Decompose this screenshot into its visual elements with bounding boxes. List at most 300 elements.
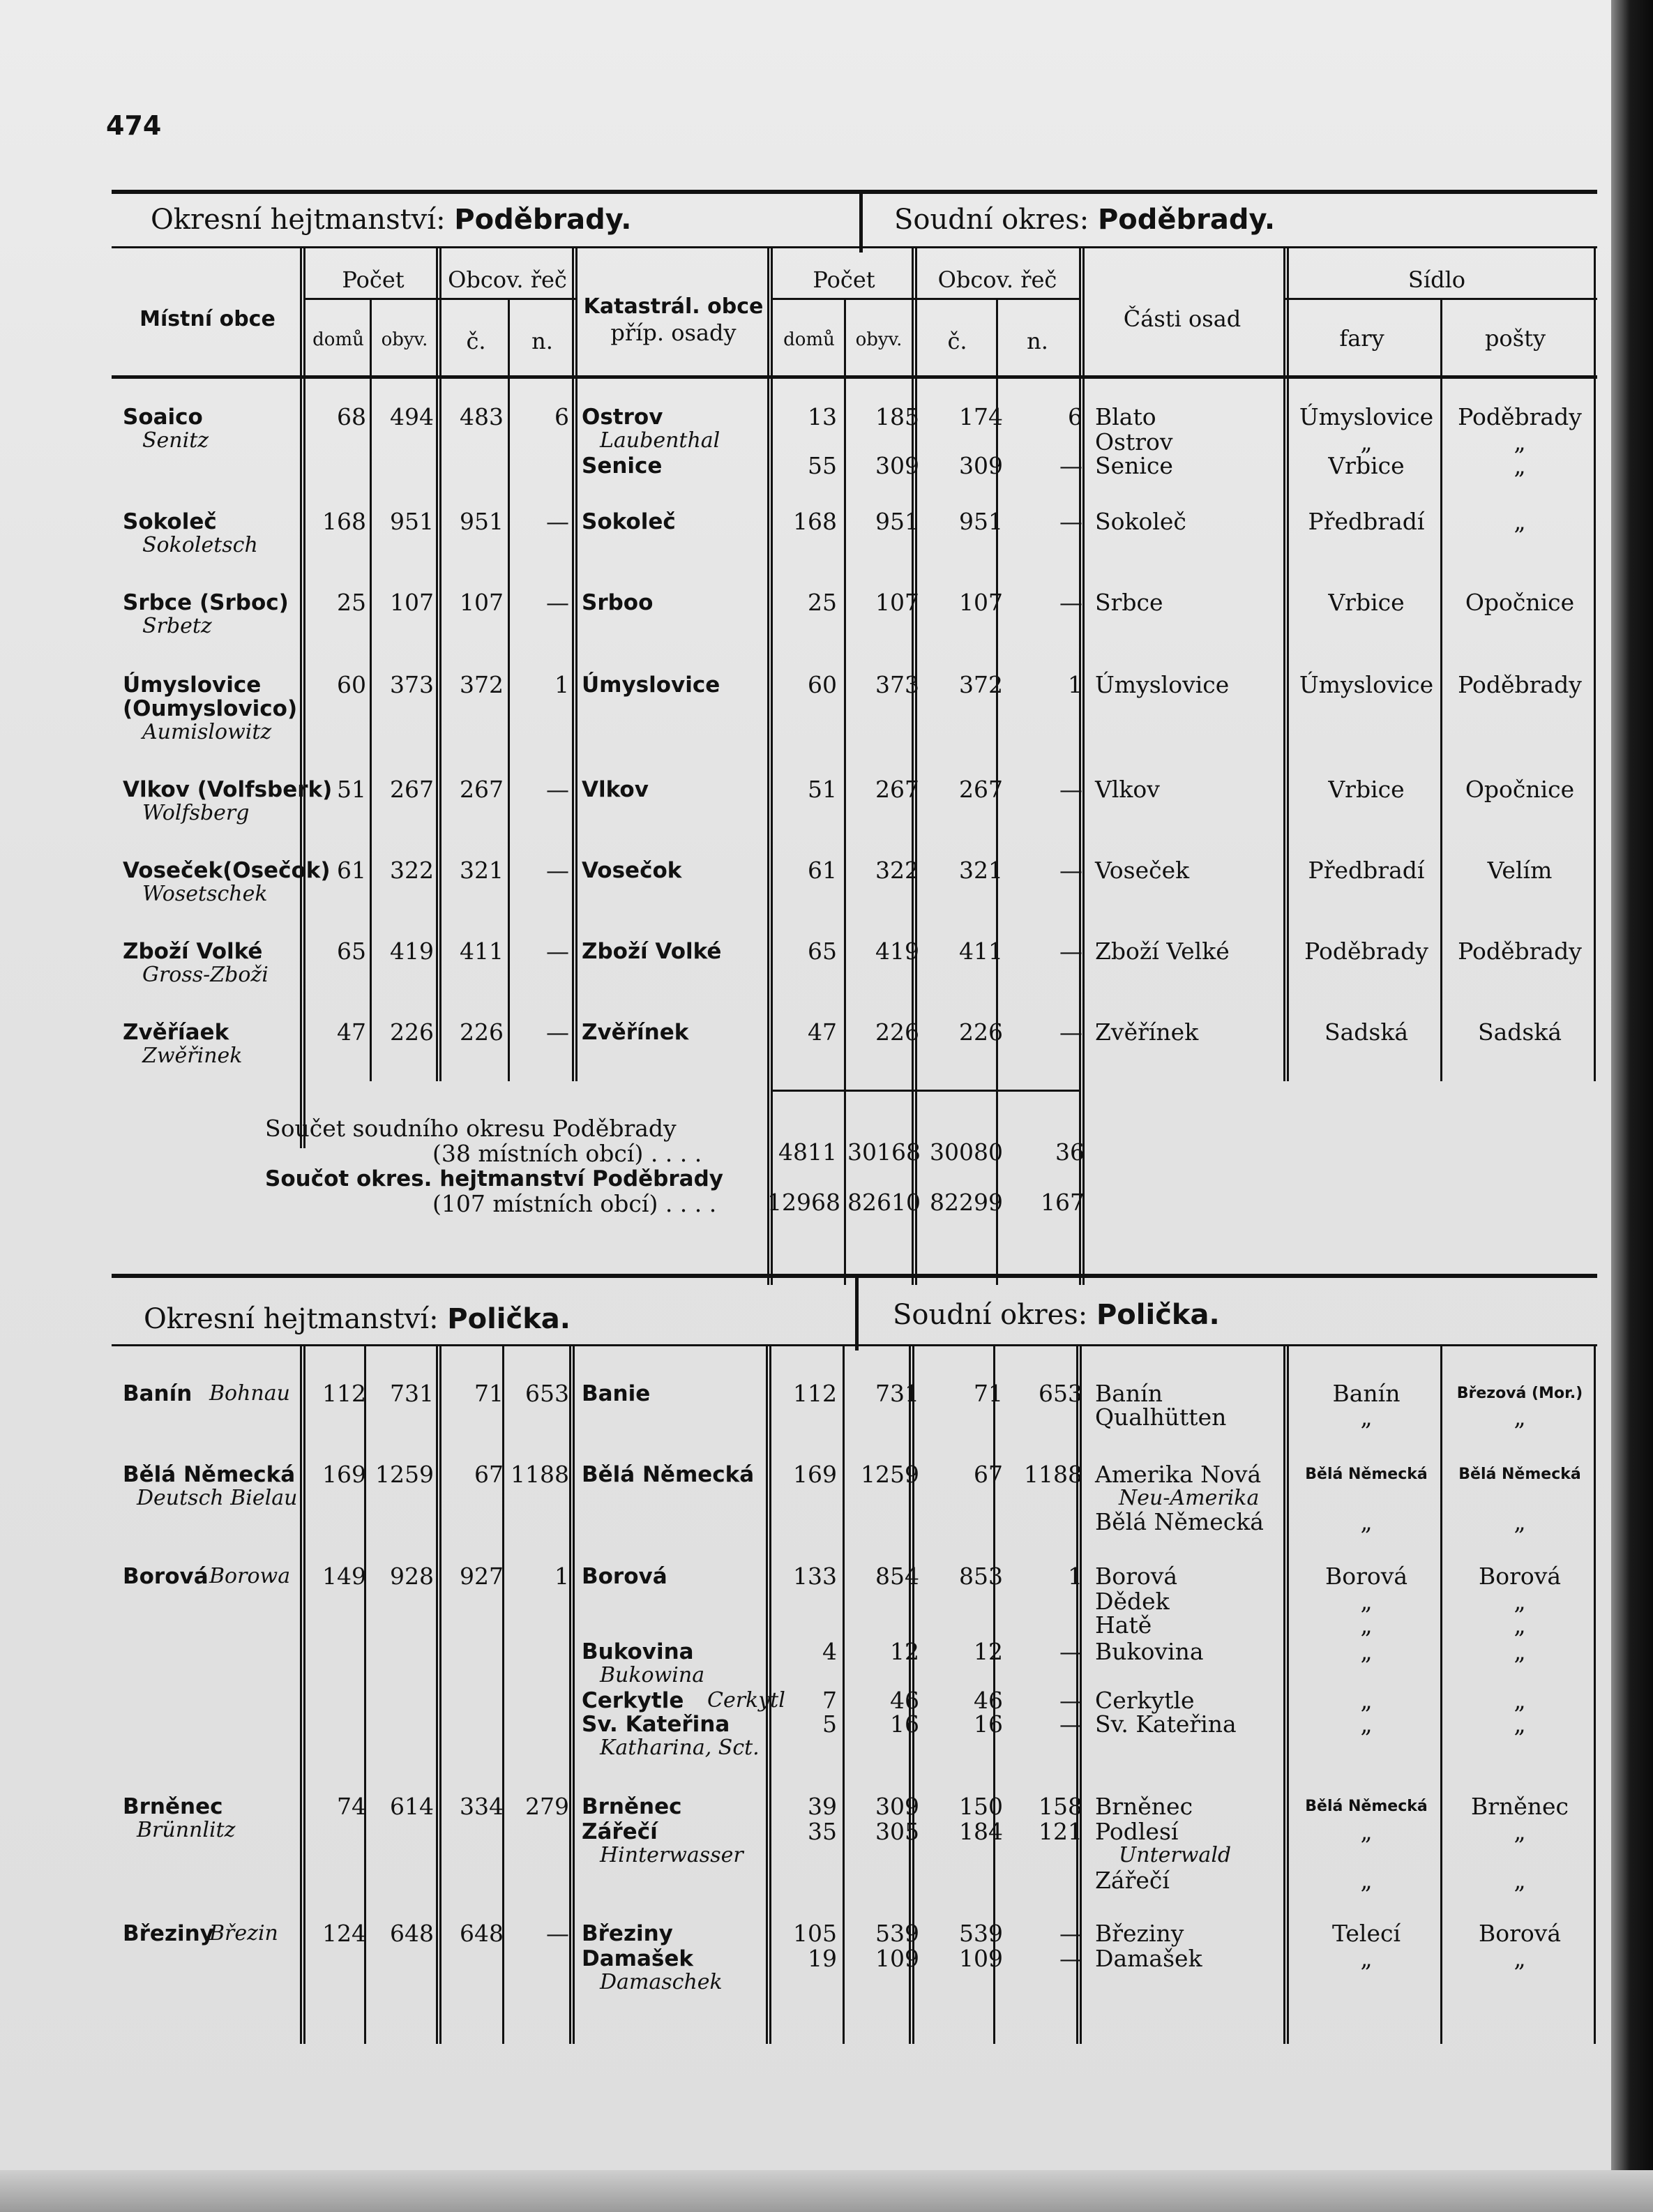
cell-posta: „	[1514, 1710, 1526, 1738]
cell-obyv: 107	[390, 589, 434, 616]
total1-obyv: 30168	[847, 1138, 921, 1166]
cell-n: 279	[525, 1793, 569, 1820]
cell-kat: Bělá Německá	[582, 1462, 755, 1487]
cell-domu: 47	[337, 1018, 366, 1046]
cell-obec-german: Březin	[209, 1921, 278, 1946]
col-fary: fary	[1339, 325, 1384, 352]
cell-cast: Blato	[1095, 403, 1156, 430]
cell-kc: 309	[959, 452, 1003, 479]
cell-domu: 68	[337, 403, 366, 430]
cell-kc: 321	[959, 857, 1003, 884]
cell-kdomu: 39	[808, 1793, 837, 1820]
cell-obyv: 226	[390, 1018, 434, 1046]
cell-c: 648	[460, 1920, 504, 1947]
cell-kat: Zvěřínek	[582, 1020, 689, 1045]
cell-cast: Dědek	[1095, 1588, 1170, 1615]
cell-n: —	[546, 589, 569, 616]
cell-obyv: 951	[390, 508, 434, 535]
cell-kat-german: Laubenthal	[600, 428, 720, 453]
cell-obyv: 928	[390, 1563, 434, 1590]
cell-fara: Předbradí	[1308, 508, 1425, 535]
cell-fara: Banín	[1332, 1380, 1401, 1407]
cell-kobyv: 539	[875, 1920, 919, 1947]
col-katastral: Katastrál. obce	[583, 294, 764, 319]
cell-cast: Qualhütten	[1095, 1404, 1227, 1431]
cell-obec-alt: (Oumyslovico)	[123, 696, 298, 721]
cell-kn: 6	[1068, 403, 1082, 430]
cell-kat: Sokoleč	[582, 509, 676, 534]
cell-n: 1188	[511, 1461, 569, 1488]
cell-kobyv: 305	[875, 1818, 919, 1845]
cell-cast: Zboží Velké	[1095, 938, 1230, 965]
total-label-2a: Součot okres. hejtmanství Poděbrady	[265, 1166, 723, 1191]
cell-fara: Poděbrady	[1304, 938, 1428, 965]
cell-fara: „	[1360, 1945, 1373, 1972]
cell-fara: „	[1360, 1710, 1373, 1738]
cell-kobyv: 1259	[861, 1461, 919, 1488]
cell-kat: Zboží Volké	[582, 939, 722, 964]
cell-posta: Sadská	[1477, 1018, 1562, 1046]
cell-obec-german: Zwěřinek	[142, 1044, 243, 1068]
cell-kobyv: 322	[875, 857, 919, 884]
cell-obec-german: Senitz	[142, 428, 209, 453]
cell-kdomu: 13	[808, 403, 837, 430]
cell-kobyv: 854	[875, 1563, 919, 1590]
cell-obec: Úmyslovice	[123, 672, 262, 698]
cell-kn: —	[1059, 589, 1082, 616]
total2-n: 167	[1041, 1189, 1085, 1216]
cell-kn: 121	[1039, 1818, 1082, 1845]
cell-cast: Bukovina	[1095, 1638, 1204, 1665]
total-label-2b: (107 místních obcí) . . . .	[432, 1190, 717, 1217]
cell-posta: „	[1514, 508, 1526, 535]
cell-c: 267	[460, 776, 504, 803]
cell-kn: —	[1059, 1920, 1082, 1947]
cell-kobyv: 46	[890, 1687, 919, 1714]
cell-kn: 1188	[1024, 1461, 1082, 1488]
cell-n: 653	[525, 1380, 569, 1407]
cell-obec: Soaico	[123, 405, 203, 430]
cell-domu: 61	[337, 857, 366, 884]
cell-kdomu: 51	[808, 776, 837, 803]
cell-posta: Velím	[1487, 857, 1553, 884]
cell-fara: Bělá Německá	[1305, 1798, 1428, 1815]
cell-posta: Březová (Mor.)	[1456, 1385, 1583, 1402]
cell-fara: Borová	[1324, 1563, 1408, 1590]
cell-n: 6	[554, 403, 569, 430]
cell-kat: Sv. Kateřina	[582, 1712, 730, 1737]
cell-kdomu: 61	[808, 857, 837, 884]
cell-posta: Poděbrady	[1458, 671, 1582, 698]
cell-kdomu: 133	[793, 1563, 837, 1590]
book-edge-right	[1611, 0, 1653, 2212]
cell-obec: Březiny	[123, 1921, 214, 1946]
cell-fara: „	[1360, 1687, 1373, 1714]
cell-obec-german: Borowa	[209, 1564, 291, 1588]
cell-fara: Předbradí	[1308, 857, 1425, 884]
cell-kat: Vlkov	[582, 777, 649, 802]
book-edge-bottom	[0, 2170, 1653, 2212]
cell-kc: 46	[974, 1687, 1003, 1714]
total1-c: 30080	[930, 1138, 1003, 1166]
cell-kdomu: 7	[822, 1687, 837, 1714]
cell-c: 71	[474, 1380, 504, 1407]
cell-cast: Voseček	[1095, 857, 1190, 884]
total1-domu: 4811	[778, 1138, 837, 1166]
cell-kdomu: 4	[822, 1638, 837, 1665]
cell-c: 334	[460, 1793, 504, 1820]
col-domu: domů	[312, 329, 364, 350]
cell-kn: —	[1059, 1945, 1082, 1972]
rule	[300, 248, 305, 1148]
cell-cast: Zářečí	[1095, 1867, 1170, 1894]
cell-kat: Senice	[582, 453, 663, 479]
cell-domu: 112	[322, 1380, 366, 1407]
cell-kobyv: 16	[890, 1710, 919, 1738]
cell-obec-german: Wolfsberg	[142, 801, 250, 825]
cell-kobyv: 226	[875, 1018, 919, 1046]
cell-fara: Bělá Německá	[1305, 1466, 1428, 1483]
cell-fara: Úmyslovice	[1299, 403, 1434, 430]
cell-kn: 653	[1039, 1380, 1082, 1407]
col-k-domu: domů	[783, 329, 835, 350]
cell-c: 927	[460, 1563, 504, 1590]
cell-posta: „	[1514, 1638, 1526, 1665]
district-title: Okresní hejtmanství: Poděbrady.	[151, 204, 632, 236]
cell-kat: Borová	[582, 1564, 667, 1589]
cell-posta: „	[1514, 1588, 1526, 1615]
cell-domu: 65	[337, 938, 366, 965]
cell-kobyv: 109	[875, 1945, 919, 1972]
cell-obec-german: Srbetz	[142, 614, 212, 638]
cell-cast: Banín	[1095, 1380, 1163, 1407]
court-district-name: Polička.	[1096, 1299, 1220, 1331]
cell-kc: 67	[974, 1461, 1003, 1488]
cell-posta: „	[1514, 1611, 1526, 1639]
cell-obyv: 1259	[375, 1461, 434, 1488]
cell-cast-german: Unterwald	[1119, 1843, 1232, 1867]
page-number: 474	[106, 110, 162, 141]
cell-kdomu: 105	[793, 1920, 837, 1947]
cell-obec: Brněnec	[123, 1794, 223, 1819]
cell-domu: 51	[337, 776, 366, 803]
cell-obec: Borová	[123, 1564, 209, 1589]
cell-obyv: 494	[390, 403, 434, 430]
header-divider	[859, 194, 863, 253]
cell-cast: Hatě	[1095, 1611, 1152, 1639]
col-obyv: obyv.	[381, 329, 428, 350]
cell-kdomu: 5	[822, 1710, 837, 1738]
cell-cast: Vlkov	[1095, 776, 1160, 803]
cell-c: 411	[460, 938, 504, 965]
cell-posta: Opočnice	[1465, 776, 1575, 803]
cell-c: 107	[460, 589, 504, 616]
cell-cast: Srbce	[1095, 589, 1163, 616]
cell-n: —	[546, 857, 569, 884]
cell-kc: 372	[959, 671, 1003, 698]
col-k-n: n.	[1027, 328, 1048, 354]
col-obcov-rec: Obcov. řeč	[448, 266, 567, 293]
cell-cast: Cerkytle	[1095, 1687, 1195, 1714]
cell-kdomu: 47	[808, 1018, 837, 1046]
cell-domu: 168	[322, 508, 366, 535]
cell-fara: Telecí	[1331, 1920, 1401, 1947]
cell-obyv: 373	[390, 671, 434, 698]
col-sidlo: Sídlo	[1407, 266, 1466, 293]
cell-posta: „	[1514, 428, 1526, 456]
cell-kobyv: 267	[875, 776, 919, 803]
section-header	[112, 1274, 1597, 1346]
cell-obec-german: Aumislowitz	[142, 720, 272, 744]
cell-fara: „	[1360, 1588, 1373, 1615]
cell-kn: —	[1059, 1638, 1082, 1665]
cell-obec: Zvěříaek	[123, 1020, 229, 1045]
cell-kat-german: Hinterwasser	[600, 1843, 744, 1867]
col-k-obcov-rec: Obcov. řeč	[937, 266, 1057, 293]
cell-kobyv: 951	[875, 508, 919, 535]
cell-obyv: 419	[390, 938, 434, 965]
cell-kobyv: 185	[875, 403, 919, 430]
cell-kat: Cerkytle	[582, 1688, 684, 1713]
cell-posta: „	[1514, 1818, 1526, 1845]
cell-kobyv: 12	[890, 1638, 919, 1665]
cell-kat: Březiny	[582, 1921, 673, 1946]
cell-cast: Brněnec	[1095, 1793, 1193, 1820]
cell-n: —	[546, 776, 569, 803]
total-label-1a: Součet soudního okresu Poděbrady	[265, 1115, 677, 1142]
cell-cast: Ostrov	[1095, 428, 1173, 456]
cell-fara: „	[1360, 1638, 1373, 1665]
col-pocet: Počet	[342, 266, 405, 293]
cell-posta: Poděbrady	[1458, 403, 1582, 430]
col-casti-osad: Části osad	[1123, 306, 1241, 332]
cell-posta: „	[1514, 1404, 1526, 1431]
totals-rule	[771, 1090, 1081, 1092]
cell-kat-german: Katharina, Sct.	[600, 1736, 760, 1760]
cell-posta: „	[1514, 1508, 1526, 1535]
cell-fara: „	[1360, 1508, 1373, 1535]
rule	[572, 248, 578, 1081]
cell-posta: Borová	[1478, 1920, 1562, 1947]
total1-n: 36	[1055, 1138, 1085, 1166]
cell-n: —	[546, 508, 569, 535]
cell-fara: „	[1360, 1404, 1373, 1431]
district-name: Polička.	[447, 1303, 571, 1335]
cell-kdomu: 112	[793, 1380, 837, 1407]
cell-fara: „	[1360, 1611, 1373, 1639]
col-k-obyv: obyv.	[855, 329, 903, 350]
total2-obyv: 82610	[847, 1189, 921, 1216]
col-katastral-2: příp. osady	[610, 319, 737, 346]
rule	[767, 248, 773, 1285]
cell-kc: 411	[959, 938, 1003, 965]
cell-n: —	[546, 938, 569, 965]
cell-kat: Zářečí	[582, 1819, 658, 1844]
cell-kc: 226	[959, 1018, 1003, 1046]
cell-obec: Srbce (Srboc)	[123, 590, 289, 615]
court-district-title: Soudní okres: Polička.	[893, 1299, 1220, 1331]
cell-kobyv: 731	[875, 1380, 919, 1407]
cell-kn: —	[1059, 776, 1082, 803]
col-k-c: č.	[947, 328, 967, 354]
cell-kdomu: 25	[808, 589, 837, 616]
cell-kat: Ostrov	[582, 405, 663, 430]
cell-kn: 1	[1068, 671, 1082, 698]
cell-cast: Amerika Nová	[1095, 1461, 1262, 1488]
cell-kn: —	[1059, 1710, 1082, 1738]
cell-obec: Zboží Volké	[123, 939, 263, 964]
cell-cast-german: Neu-Amerika	[1119, 1486, 1260, 1510]
cell-kat: Vosečok	[582, 858, 682, 883]
cell-fara: Vrbice	[1328, 452, 1405, 479]
cell-c: 951	[460, 508, 504, 535]
cell-fara: „	[1360, 1867, 1373, 1894]
district-title: Okresní hejtmanství: Polička.	[144, 1303, 571, 1335]
header-divider	[855, 1278, 859, 1350]
col-k-pocet: Počet	[813, 266, 875, 293]
cell-n: 1	[554, 1563, 569, 1590]
cell-kdomu: 55	[808, 452, 837, 479]
cell-c: 372	[460, 671, 504, 698]
cell-obec-german: Wosetschek	[142, 882, 268, 906]
cell-obyv: 614	[390, 1793, 434, 1820]
cell-kn: —	[1059, 857, 1082, 884]
cell-fara: Úmyslovice	[1299, 671, 1434, 698]
cell-kn: —	[1059, 508, 1082, 535]
cell-kc: 109	[959, 1945, 1003, 1972]
cell-fara: „	[1360, 428, 1373, 456]
cell-kc: 16	[974, 1710, 1003, 1738]
cell-kobyv: 107	[875, 589, 919, 616]
cell-obec: Voseček(Osečok)	[123, 858, 331, 883]
cell-domu: 74	[337, 1793, 366, 1820]
cell-kobyv: 419	[875, 938, 919, 965]
cell-kat: Úmyslovice	[582, 672, 720, 698]
cell-obec-german: Deutsch Bielau	[137, 1486, 298, 1510]
cell-obyv: 648	[390, 1920, 434, 1947]
cell-c: 321	[460, 857, 504, 884]
cell-kat: Banie	[582, 1381, 651, 1406]
cell-obec-german: Sokoletsch	[142, 533, 258, 557]
col-c: č.	[466, 328, 486, 354]
cell-fara: Vrbice	[1328, 589, 1405, 616]
cell-posta: „	[1514, 452, 1526, 479]
cell-posta: Brněnec	[1470, 1793, 1569, 1820]
cell-kat-german: Damaschek	[600, 1970, 723, 1994]
cell-fara: „	[1360, 1818, 1373, 1845]
cell-kc: 184	[959, 1818, 1003, 1845]
col-mistni-obce: Místní obce	[139, 307, 276, 331]
cell-kat: Brněnec	[582, 1794, 682, 1819]
cell-domu: 60	[337, 671, 366, 698]
cell-kat-german: Bukowina	[600, 1663, 705, 1687]
cell-posta: Borová	[1478, 1563, 1562, 1590]
cell-kc: 71	[974, 1380, 1003, 1407]
cell-kc: 853	[959, 1563, 1003, 1590]
cell-kn: —	[1059, 938, 1082, 965]
cell-fara: Vrbice	[1328, 776, 1405, 803]
cell-kn: 1	[1068, 1563, 1082, 1590]
cell-obec: Banín	[123, 1381, 193, 1406]
cell-kc: 267	[959, 776, 1003, 803]
cell-kn: —	[1059, 1687, 1082, 1714]
cell-kc: 150	[959, 1793, 1003, 1820]
cell-cast: Senice	[1095, 452, 1173, 479]
cell-kc: 12	[974, 1638, 1003, 1665]
court-district-title: Soudní okres: Poděbrady.	[894, 204, 1276, 236]
cell-obec: Vlkov (Volfsberk)	[123, 777, 333, 802]
cell-n: —	[546, 1920, 569, 1947]
cell-n: —	[546, 1018, 569, 1046]
cell-cast: Borová	[1095, 1563, 1178, 1590]
cell-kat: Damašek	[582, 1946, 693, 1971]
cell-fara: Sadská	[1324, 1018, 1408, 1046]
cell-kn: —	[1059, 452, 1082, 479]
cell-kc: 951	[959, 508, 1003, 535]
cell-kn: 158	[1039, 1793, 1082, 1820]
cell-kdomu: 35	[808, 1818, 837, 1845]
cell-kat: Srboo	[582, 590, 654, 615]
cell-obec-german: Gross-Zboži	[142, 963, 269, 987]
court-district-name: Poděbrady.	[1097, 204, 1276, 236]
cell-obec: Sokoleč	[123, 509, 217, 534]
cell-obec: Bělá Německá	[123, 1462, 296, 1487]
cell-kobyv: 373	[875, 671, 919, 698]
cell-posta: Bělá Německá	[1458, 1466, 1581, 1483]
cell-cast: Sv. Kateřina	[1095, 1710, 1237, 1738]
cell-obyv: 731	[390, 1380, 434, 1407]
cell-cast: Úmyslovice	[1095, 671, 1230, 698]
cell-c: 226	[460, 1018, 504, 1046]
section-header	[112, 190, 1597, 248]
cell-kdomu: 169	[793, 1461, 837, 1488]
cell-obec-german: Brünnlitz	[137, 1818, 236, 1842]
cell-posta: „	[1514, 1945, 1526, 1972]
cell-obyv: 267	[390, 776, 434, 803]
cell-posta: Opočnice	[1465, 589, 1575, 616]
district-name: Poděbrady.	[454, 204, 632, 236]
total2-c: 82299	[930, 1189, 1003, 1216]
cell-kdomu: 60	[808, 671, 837, 698]
cell-kdomu: 65	[808, 938, 837, 965]
cell-kat-german: Cerkytl	[707, 1688, 785, 1713]
cell-kdomu: 19	[808, 1945, 837, 1972]
cell-posta: „	[1514, 1687, 1526, 1714]
cell-kobyv: 309	[875, 452, 919, 479]
cell-n: 1	[554, 671, 569, 698]
section-podebrady	[112, 190, 1597, 1236]
cell-kc: 107	[959, 589, 1003, 616]
col-posty: pošty	[1484, 325, 1546, 352]
cell-cast: Sokoleč	[1095, 508, 1186, 535]
col-n: n.	[531, 328, 553, 354]
cell-kc: 539	[959, 1920, 1003, 1947]
header-bottom-rule	[112, 375, 1597, 379]
cell-domu: 149	[322, 1563, 366, 1590]
total2-domu: 12968	[767, 1189, 840, 1216]
cell-cast: Březiny	[1095, 1920, 1184, 1947]
cell-cast: Bělá Německá	[1095, 1508, 1264, 1535]
cell-posta: Poděbrady	[1458, 938, 1582, 965]
cell-kc: 174	[959, 403, 1003, 430]
cell-c: 67	[474, 1461, 504, 1488]
cell-cast: Podlesí	[1095, 1818, 1179, 1845]
cell-obec-german: Bohnau	[209, 1381, 290, 1406]
cell-cast: Damašek	[1095, 1945, 1202, 1972]
cell-kat: Bukovina	[582, 1639, 694, 1664]
cell-domu: 169	[322, 1461, 366, 1488]
rule	[771, 298, 1081, 300]
